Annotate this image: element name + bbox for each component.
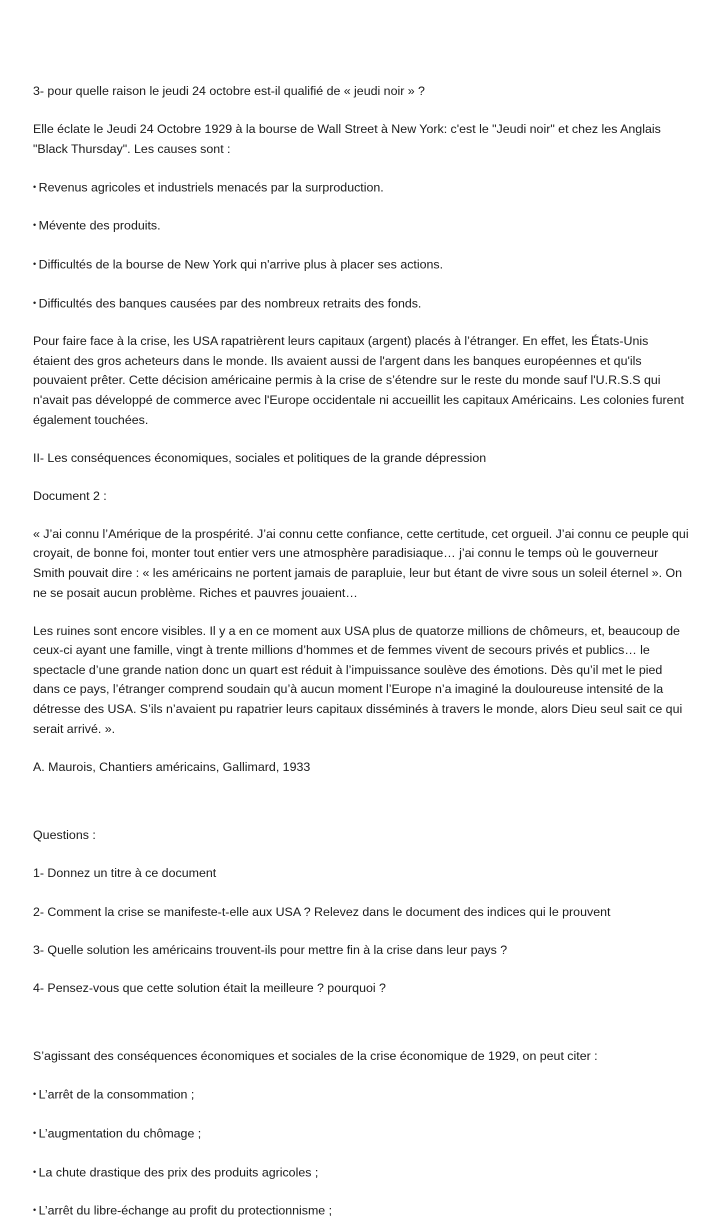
- consequence-list-item-label: L’augmentation du chômage ;: [38, 1126, 202, 1141]
- bullet-icon: •: [33, 1166, 37, 1177]
- cause-list-item: [33, 255, 689, 275]
- question-item-4: 4- Pensez-vous que cette solution était la meilleure ? pourquoi ?: [33, 980, 386, 995]
- consequences-intro: S’agissant des conséquences économiques et sociales de la crise économique de 1929, on peut citer :: [33, 1049, 598, 1064]
- question-3-heading: 3- pour quelle raison le jeudi 24 octobre est-il qualifié de « jeudi noir » ?: [33, 84, 425, 98]
- quote-paragraph-1: « J’ai connu l’Amérique de la prospérité. J’ai connu cette confiance, cette certitude, cet orgueil. J’ai connu ce peuple qui croyait, de bonne foi, monter tout entier vers une atmosphère paradisiaque… j’ai connu le temps où le gouverneur Smith pouvait dire : « les américains ne portent jamais de parapluie, leur but étant de vivre sous un soleil éternel ». On ne se posait aucun problème. Riches et pauvres jouaient…: [33, 526, 689, 600]
- cause-list-item-label: Mévente des produits.: [38, 218, 161, 233]
- consequence-list-item-label: L’arrêt de la consommation ;: [38, 1087, 195, 1102]
- consequence-list-item: [33, 1085, 689, 1105]
- bullet-icon: •: [33, 1128, 37, 1138]
- bullet-icon: •: [33, 297, 37, 308]
- bullet-icon: •: [33, 181, 37, 192]
- document-body: [33, 82, 689, 1221]
- consequence-list-item-label: L’arrêt du libre-échange au profit du protectionnisme ;: [38, 1203, 333, 1218]
- consequence-list-item: [33, 1124, 689, 1144]
- question-item-2: 2- Comment la crise se manifeste-t-elle aux USA ? Relevez dans le document des indices qui le prouvent: [33, 904, 611, 919]
- cause-list-item: [33, 178, 689, 198]
- cause-list-item-label: Difficultés de la bourse de New York qui n'arrive plus à placer ses actions.: [38, 257, 444, 272]
- bullet-icon: •: [33, 1205, 37, 1216]
- question-item-3: 3- Quelle solution les américains trouvent-ils pour mettre fin à la crise dans leur pays ?: [33, 942, 508, 957]
- cause-list-item-label: Difficultés des banques causées par des nombreux retraits des fonds.: [38, 296, 422, 311]
- bullet-icon: •: [33, 1089, 37, 1100]
- source-citation: A. Maurois, Chantiers américains, Gallimard, 1933: [33, 759, 311, 774]
- question-3-answer-paragraph: Elle éclate le Jeudi 24 Octobre 1929 à la bourse de Wall Street à New York: c'est le "Jeudi noir" et chez les Anglais "Black Thursday". Les causes sont :: [33, 122, 661, 156]
- bullet-icon: •: [33, 258, 37, 269]
- consequence-list-item: [33, 1201, 689, 1221]
- question-item-1: 1- Donnez un titre à ce document: [33, 866, 217, 881]
- consequence-list-item: [33, 1163, 689, 1183]
- cause-list-item: [33, 294, 689, 314]
- part-two-heading: II- Les conséquences économiques, sociales et politiques de la grande dépression: [33, 450, 487, 465]
- cause-list-item-label: Revenus agricoles et industriels menacés par la surproduction.: [38, 180, 384, 195]
- repatriation-paragraph: Pour faire face à la crise, les USA rapatrièrent leurs capitaux (argent) placés à l’étranger. En effet, les États-Unis étaient des gros acheteurs dans le monde. Ils avaient aussi de l'argent dans les banques européennes et qu'ils pouvaient prêter. Cette décision américaine permis à la crise de s’étendre sur le reste du monde sauf l'U.R.S.S qui n'avait pas développé de commerce avec l'Europe occidentale ni accueillit les capitaux Américains. Les colonies furent également touchées.: [33, 334, 684, 427]
- questions-label: Questions :: [33, 828, 96, 843]
- consequence-list-item-label: La chute drastique des prix des produits agricoles ;: [38, 1165, 319, 1180]
- quote-paragraph-2: Les ruines sont encore visibles. Il y a en ce moment aux USA plus de quatorze millions de chômeurs, et, beaucoup de ceux-ci ayant une famille, vingt à trente millions d’hommes et de femmes vivent de secours privés et publics… le spectacle d’une grande nation donc un quart est réduit à l’impuissance soulève des émotions. Dès qu’il met le pied dans ce pays, l’étranger comprend soudain qu’à aucun moment l’Europe n’a imaginé la douloureuse intensité de la détresse des USA. S’ils n’avaient pu rapatrier leurs capitaux disséminés à travers le monde, alors Dieu seul sait ce qui serait arrivé. ».: [33, 623, 683, 736]
- document-2-label: Document 2 :: [33, 488, 107, 503]
- bullet-icon: •: [33, 220, 37, 231]
- cause-list-item: [33, 216, 689, 236]
